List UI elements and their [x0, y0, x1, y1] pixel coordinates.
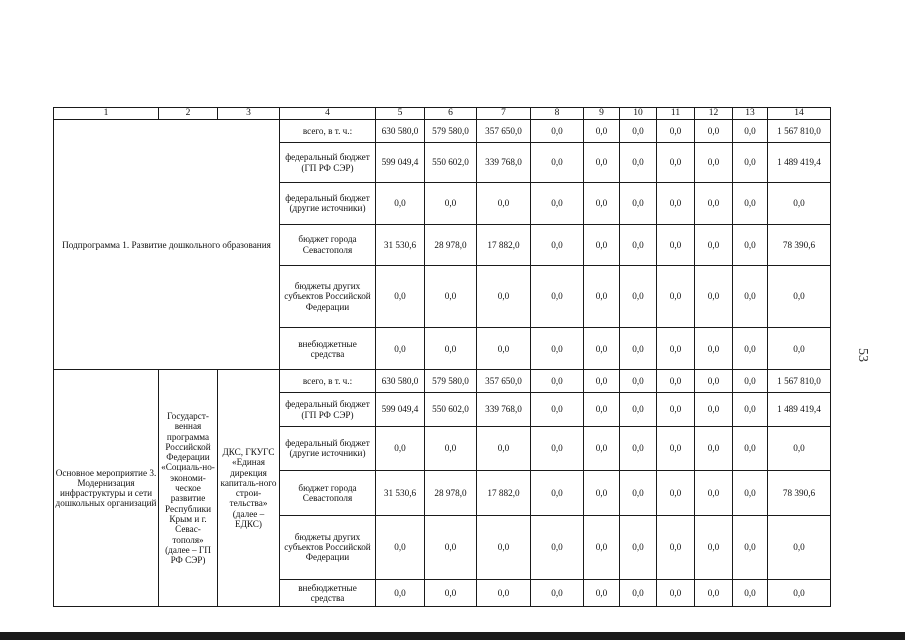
amount-cell: 0,0 [531, 393, 584, 427]
amount-cell: 0,0 [733, 426, 768, 470]
amount-cell: 0,0 [584, 470, 620, 515]
column-number: 6 [425, 108, 477, 120]
amount-cell: 0,0 [376, 328, 425, 370]
amount-cell: 0,0 [733, 579, 768, 606]
amount-cell: 0,0 [768, 265, 831, 328]
amount-cell: 0,0 [620, 579, 657, 606]
amount-cell: 0,0 [584, 579, 620, 606]
amount-cell: 339 768,0 [477, 143, 531, 183]
amount-cell: 0,0 [531, 579, 584, 606]
amount-cell: 0,0 [531, 426, 584, 470]
amount-cell: 0,0 [768, 182, 831, 224]
column-number: 4 [280, 108, 376, 120]
amount-cell: 0,0 [657, 393, 695, 427]
amount-cell: 0,0 [584, 426, 620, 470]
amount-cell: 357 650,0 [477, 370, 531, 393]
funding-source: федеральный бюджет (другие источники) [280, 182, 376, 224]
amount-cell: 550 602,0 [425, 393, 477, 427]
amount-cell: 31 530,6 [376, 224, 425, 265]
amount-cell: 0,0 [657, 515, 695, 579]
amount-cell: 0,0 [695, 515, 733, 579]
amount-cell: 0,0 [768, 328, 831, 370]
column-number-row [54, 108, 831, 120]
program-name: Государст-венная программа Российской Федерации «Социаль-но-экономи-ческое развитие Республики Крым и г. Севас-тополя» (далее – ГП РФ СЭР) [159, 370, 218, 607]
column-number: 9 [584, 108, 620, 120]
amount-cell: 0,0 [657, 120, 695, 143]
amount-cell: 0,0 [657, 182, 695, 224]
amount-cell: 28 978,0 [425, 470, 477, 515]
amount-cell: 0,0 [733, 328, 768, 370]
amount-cell: 0,0 [584, 120, 620, 143]
amount-cell: 0,0 [584, 265, 620, 328]
amount-cell: 0,0 [620, 370, 657, 393]
amount-cell: 0,0 [425, 579, 477, 606]
amount-cell: 0,0 [376, 182, 425, 224]
amount-cell: 0,0 [620, 120, 657, 143]
amount-cell: 599 049,4 [376, 143, 425, 183]
amount-cell: 0,0 [657, 426, 695, 470]
amount-cell: 0,0 [584, 143, 620, 183]
amount-cell: 579 580,0 [425, 370, 477, 393]
amount-cell: 0,0 [733, 515, 768, 579]
column-number: 1 [54, 108, 159, 120]
amount-cell: 17 882,0 [477, 470, 531, 515]
subprogram-title: Подпрограмма 1. Развитие дошкольного образования [54, 120, 280, 370]
event-title: Основное мероприятие 3. Модернизация инфраструктуры и сети дошкольных организаций [54, 370, 159, 607]
funding-source: федеральный бюджет (другие источники) [280, 426, 376, 470]
amount-cell: 0,0 [376, 265, 425, 328]
amount-cell: 0,0 [584, 370, 620, 393]
funding-source: бюджет города Севастополя [280, 470, 376, 515]
amount-cell: 0,0 [376, 426, 425, 470]
amount-cell: 630 580,0 [376, 120, 425, 143]
executor-name: ДКС, ГКУГС «Единая дирекция капиталь-ного строи-тельства» (далее – ЕДКС) [218, 370, 280, 607]
funding-source: федеральный бюджет (ГП РФ СЭР) [280, 393, 376, 427]
amount-cell: 579 580,0 [425, 120, 477, 143]
amount-cell: 339 768,0 [477, 393, 531, 427]
amount-cell: 0,0 [376, 515, 425, 579]
amount-cell: 0,0 [531, 143, 584, 183]
amount-cell: 0,0 [733, 393, 768, 427]
amount-cell: 0,0 [531, 224, 584, 265]
amount-cell: 1 489 419,4 [768, 143, 831, 183]
amount-cell: 550 602,0 [425, 143, 477, 183]
amount-cell: 0,0 [695, 328, 733, 370]
amount-cell: 0,0 [620, 182, 657, 224]
funding-source: федеральный бюджет (ГП РФ СЭР) [280, 143, 376, 183]
amount-cell: 0,0 [695, 393, 733, 427]
amount-cell: 0,0 [425, 426, 477, 470]
column-number: 11 [657, 108, 695, 120]
amount-cell: 0,0 [733, 370, 768, 393]
amount-cell: 1 489 419,4 [768, 393, 831, 427]
amount-cell: 0,0 [531, 120, 584, 143]
amount-cell: 0,0 [733, 224, 768, 265]
amount-cell: 0,0 [584, 393, 620, 427]
column-number: 5 [376, 108, 425, 120]
amount-cell: 78 390,6 [768, 224, 831, 265]
amount-cell: 0,0 [695, 370, 733, 393]
amount-cell: 0,0 [620, 393, 657, 427]
amount-cell: 0,0 [657, 470, 695, 515]
amount-cell: 0,0 [531, 470, 584, 515]
amount-cell: 0,0 [425, 265, 477, 328]
amount-cell: 31 530,6 [376, 470, 425, 515]
amount-cell: 0,0 [425, 515, 477, 579]
amount-cell: 0,0 [620, 143, 657, 183]
amount-cell: 0,0 [477, 182, 531, 224]
column-number: 7 [477, 108, 531, 120]
amount-cell: 0,0 [695, 182, 733, 224]
funding-source: внебюджетные средства [280, 328, 376, 370]
funding-source: бюджет города Севастополя [280, 224, 376, 265]
column-number: 8 [531, 108, 584, 120]
amount-cell: 0,0 [425, 328, 477, 370]
amount-cell: 0,0 [620, 224, 657, 265]
amount-cell: 28 978,0 [425, 224, 477, 265]
amount-cell: 0,0 [657, 370, 695, 393]
amount-cell: 0,0 [620, 328, 657, 370]
amount-cell: 0,0 [695, 470, 733, 515]
amount-cell: 0,0 [477, 515, 531, 579]
funding-source: всего, в т. ч.: [280, 120, 376, 143]
column-number: 13 [733, 108, 768, 120]
amount-cell: 0,0 [531, 515, 584, 579]
amount-cell: 0,0 [620, 470, 657, 515]
amount-cell: 0,0 [733, 265, 768, 328]
amount-cell: 0,0 [768, 515, 831, 579]
amount-cell: 0,0 [620, 426, 657, 470]
amount-cell: 0,0 [620, 265, 657, 328]
amount-cell: 1 567 810,0 [768, 120, 831, 143]
funding-table [53, 107, 831, 607]
funding-source: внебюджетные средства [280, 579, 376, 606]
amount-cell: 0,0 [531, 370, 584, 393]
column-number: 14 [768, 108, 831, 120]
amount-cell: 0,0 [584, 182, 620, 224]
funding-source: бюджеты других субъектов Российской Федерации [280, 265, 376, 328]
amount-cell: 0,0 [584, 515, 620, 579]
amount-cell: 0,0 [695, 265, 733, 328]
amount-cell: 0,0 [657, 143, 695, 183]
amount-cell: 0,0 [477, 328, 531, 370]
scan-edge-bar [0, 632, 905, 640]
amount-cell: 0,0 [733, 143, 768, 183]
amount-cell: 0,0 [620, 515, 657, 579]
column-number: 10 [620, 108, 657, 120]
amount-cell: 0,0 [477, 426, 531, 470]
amount-cell: 0,0 [695, 120, 733, 143]
amount-cell: 630 580,0 [376, 370, 425, 393]
table-row [54, 120, 831, 143]
amount-cell: 0,0 [695, 143, 733, 183]
amount-cell: 0,0 [768, 579, 831, 606]
amount-cell: 0,0 [695, 579, 733, 606]
amount-cell: 0,0 [531, 182, 584, 224]
amount-cell: 357 650,0 [477, 120, 531, 143]
amount-cell: 17 882,0 [477, 224, 531, 265]
amount-cell: 599 049,4 [376, 393, 425, 427]
amount-cell: 0,0 [657, 328, 695, 370]
page-number: 53 [855, 348, 870, 362]
amount-cell: 0,0 [477, 579, 531, 606]
amount-cell: 0,0 [376, 579, 425, 606]
amount-cell: 0,0 [695, 426, 733, 470]
amount-cell: 0,0 [733, 182, 768, 224]
funding-source: всего, в т. ч.: [280, 370, 376, 393]
column-number: 12 [695, 108, 733, 120]
amount-cell: 0,0 [657, 579, 695, 606]
funding-source: бюджеты других субъектов Российской Федерации [280, 515, 376, 579]
amount-cell: 78 390,6 [768, 470, 831, 515]
amount-cell: 0,0 [425, 182, 477, 224]
column-number: 3 [218, 108, 280, 120]
amount-cell: 0,0 [531, 328, 584, 370]
amount-cell: 0,0 [584, 328, 620, 370]
amount-cell: 0,0 [733, 470, 768, 515]
amount-cell: 1 567 810,0 [768, 370, 831, 393]
amount-cell: 0,0 [531, 265, 584, 328]
amount-cell: 0,0 [477, 265, 531, 328]
amount-cell: 0,0 [695, 224, 733, 265]
amount-cell: 0,0 [657, 265, 695, 328]
amount-cell: 0,0 [584, 224, 620, 265]
amount-cell: 0,0 [733, 120, 768, 143]
amount-cell: 0,0 [657, 224, 695, 265]
table-row [54, 370, 831, 393]
column-number: 2 [159, 108, 218, 120]
amount-cell: 0,0 [768, 426, 831, 470]
